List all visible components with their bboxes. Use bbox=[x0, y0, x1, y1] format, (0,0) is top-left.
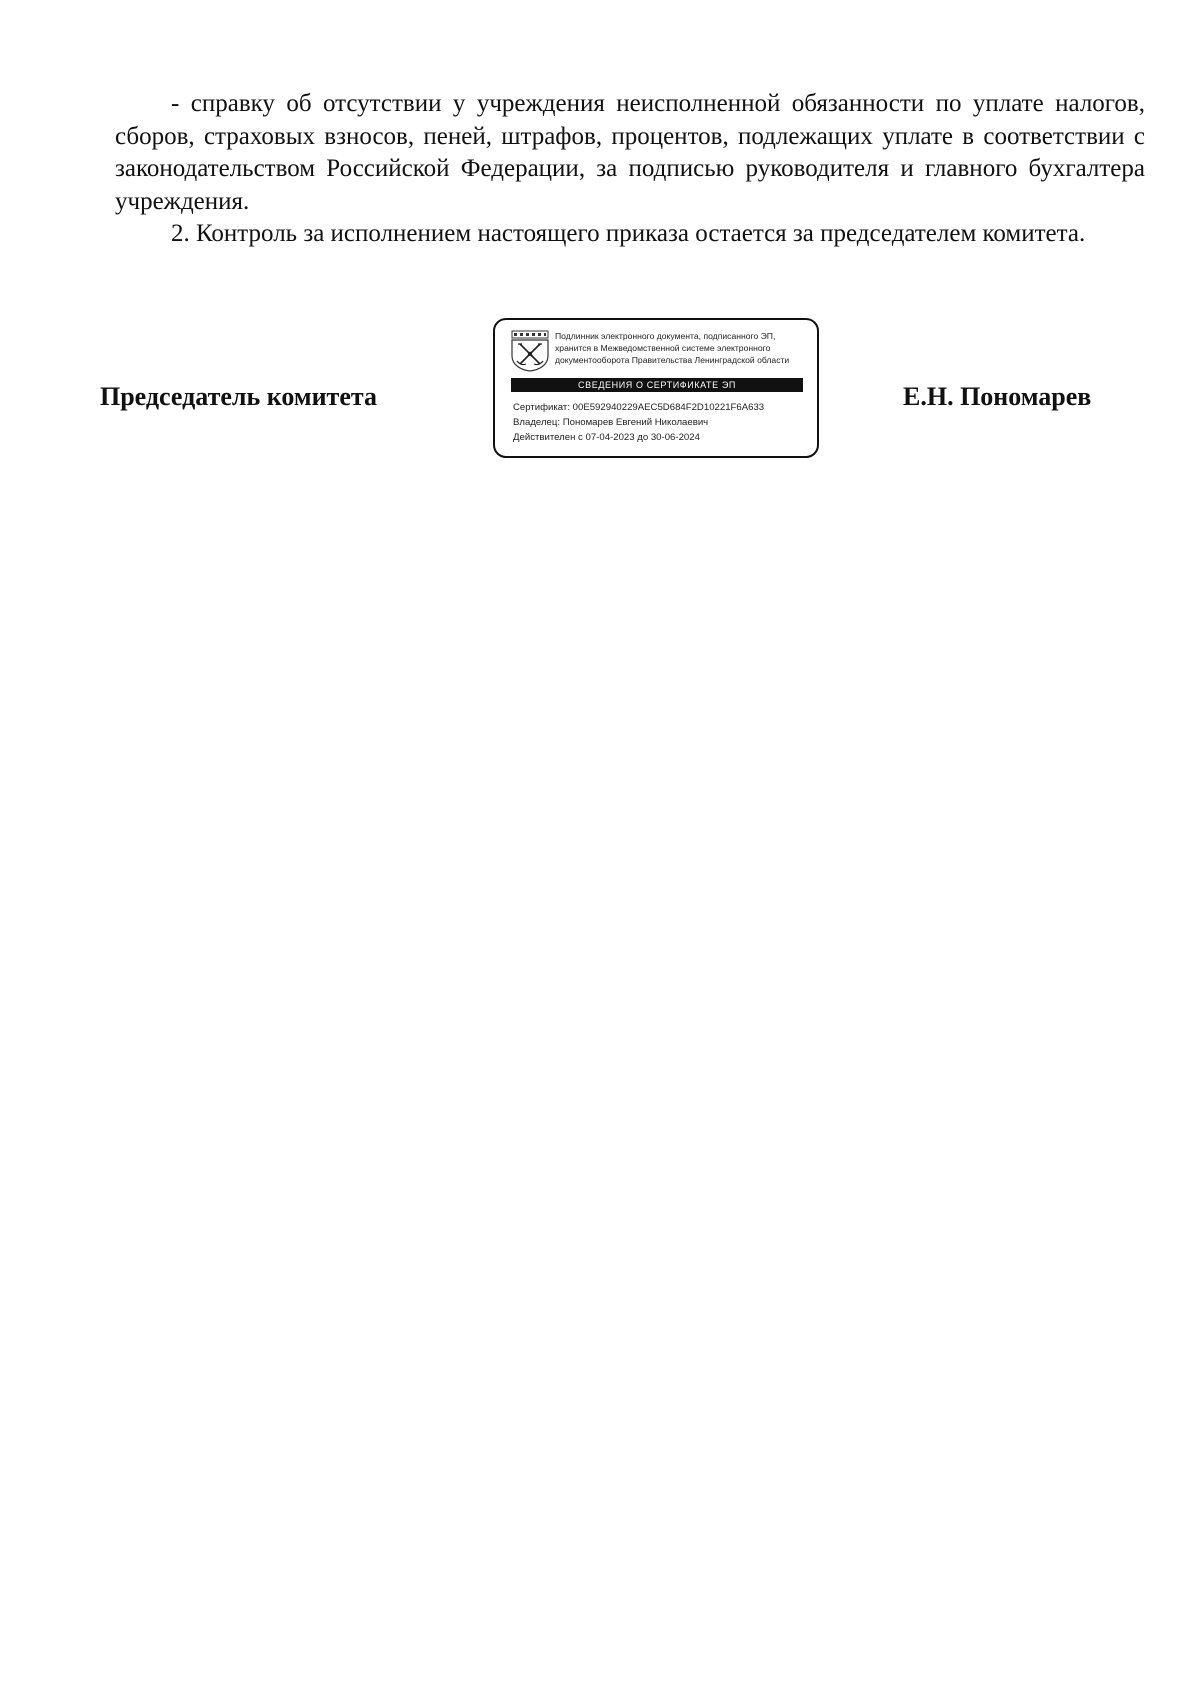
order-body-text bbox=[115, 88, 1145, 251]
signatory-name: Е.Н. Пономарев bbox=[903, 382, 1092, 411]
certificate-info-header: СВЕДЕНИЯ О СЕРТИФИКАТЕ ЭП bbox=[511, 378, 803, 392]
stamp-notice-line: документооборота Правительства Ленинградской области bbox=[555, 355, 790, 365]
certificate-validity: Действителен с 07-04-2023 до 30-06-2024 bbox=[513, 432, 700, 443]
leningrad-oblast-coat-of-arms-icon bbox=[511, 330, 549, 372]
stamp-notice bbox=[555, 330, 817, 366]
paragraph-certificate-requirement: - справку об отсутствии у учреждения неисполненной обязанности по уплате налогов, сборов, страховых взносов, пеней, штрафов, процентов, подлежащих уплате в соответствии с законодательством Российской Федерации, за подписью руководителя и главного бухгалтера учреждения. bbox=[115, 90, 1145, 215]
electronic-signature-stamp bbox=[493, 318, 819, 458]
certificate-owner: Владелец: Пономарев Евгений Николаевич bbox=[513, 417, 709, 428]
stamp-notice-line: хранится в Межведомственной системе электронного bbox=[555, 343, 771, 353]
stamp-notice-line: Подлинник электронного документа, подписанного ЭП, bbox=[555, 331, 776, 341]
paragraph-control-clause: 2. Контроль за исполнением настоящего приказа остается за председателем комитета. bbox=[171, 220, 1086, 247]
certificate-number: Сертификат: 00E592940229AEC5D684F2D10221F6A633 bbox=[513, 402, 765, 413]
certificate-details bbox=[513, 400, 764, 445]
signatory-title: Председатель комитета bbox=[100, 382, 377, 411]
